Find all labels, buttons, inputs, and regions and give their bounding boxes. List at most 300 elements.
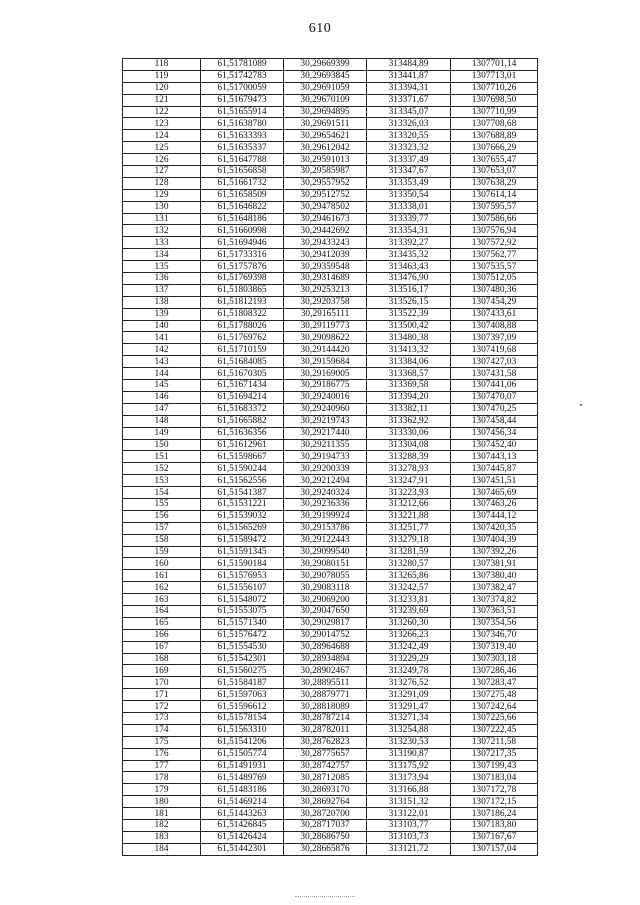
longitude-cell: 30,29591013 — [284, 154, 367, 166]
longitude-cell: 30,29078055 — [284, 570, 367, 582]
y-coordinate-cell: 1307374,82 — [451, 594, 538, 606]
x-coordinate-cell: 313337,49 — [367, 154, 451, 166]
x-coordinate-cell: 313484,89 — [367, 59, 451, 71]
x-coordinate-cell: 313265,86 — [367, 570, 451, 582]
point-number-cell: 152 — [123, 463, 201, 475]
longitude-cell: 30,28665876 — [284, 843, 367, 855]
x-coordinate-cell: 313288,39 — [367, 451, 451, 463]
latitude-cell: 61,51554530 — [201, 641, 284, 653]
x-coordinate-cell: 313175,92 — [367, 760, 451, 772]
x-coordinate-cell: 313441,87 — [367, 70, 451, 82]
point-number-cell: 120 — [123, 82, 201, 94]
y-coordinate-cell: 1307431,58 — [451, 368, 538, 380]
point-number-cell: 139 — [123, 308, 201, 320]
x-coordinate-cell: 313384,06 — [367, 356, 451, 368]
longitude-cell: 30,29098622 — [284, 332, 367, 344]
y-coordinate-cell: 1307186,24 — [451, 808, 538, 820]
table-row — [123, 522, 538, 534]
y-coordinate-cell: 1307157,04 — [451, 843, 538, 855]
point-number-cell: 157 — [123, 522, 201, 534]
x-coordinate-cell: 313463,43 — [367, 261, 451, 273]
table-row — [123, 772, 538, 784]
longitude-cell: 30,29211355 — [284, 439, 367, 451]
latitude-cell: 61,51633393 — [201, 130, 284, 142]
x-coordinate-cell: 313526,15 — [367, 296, 451, 308]
x-coordinate-cell: 313371,67 — [367, 94, 451, 106]
table-row — [123, 653, 538, 665]
latitude-cell: 61,51812193 — [201, 296, 284, 308]
point-number-cell: 171 — [123, 689, 201, 701]
longitude-cell: 30,28879771 — [284, 689, 367, 701]
longitude-cell: 30,29240960 — [284, 403, 367, 415]
table-row — [123, 701, 538, 713]
y-coordinate-cell: 1307319,40 — [451, 641, 538, 653]
latitude-cell: 61,51563310 — [201, 724, 284, 736]
table-row — [123, 261, 538, 273]
longitude-cell: 30,28782011 — [284, 724, 367, 736]
x-coordinate-cell: 313166,88 — [367, 784, 451, 796]
latitude-cell: 61,51597063 — [201, 689, 284, 701]
x-coordinate-cell: 313368,57 — [367, 368, 451, 380]
y-coordinate-cell: 1307655,47 — [451, 154, 538, 166]
y-coordinate-cell: 1307404,39 — [451, 534, 538, 546]
x-coordinate-cell: 313242,49 — [367, 641, 451, 653]
y-coordinate-cell: 1307445,87 — [451, 463, 538, 475]
longitude-cell: 30,28712085 — [284, 772, 367, 784]
latitude-cell: 61,51556107 — [201, 582, 284, 594]
y-coordinate-cell: 1307638,29 — [451, 177, 538, 189]
longitude-cell: 30,29691511 — [284, 118, 367, 130]
table-row — [123, 534, 538, 546]
table-row — [123, 308, 538, 320]
longitude-cell: 30,29585987 — [284, 166, 367, 178]
x-coordinate-cell: 313338,01 — [367, 201, 451, 213]
latitude-cell: 61,51665882 — [201, 415, 284, 427]
y-coordinate-cell: 1307698,50 — [451, 94, 538, 106]
latitude-cell: 61,51483186 — [201, 784, 284, 796]
longitude-cell: 30,29253213 — [284, 284, 367, 296]
table-row — [123, 225, 538, 237]
x-coordinate-cell: 313279,18 — [367, 534, 451, 546]
y-coordinate-cell: 1307458,44 — [451, 415, 538, 427]
point-number-cell: 169 — [123, 665, 201, 677]
latitude-cell: 61,51700059 — [201, 82, 284, 94]
x-coordinate-cell: 313354,31 — [367, 225, 451, 237]
y-coordinate-cell: 1307443,13 — [451, 451, 538, 463]
longitude-cell: 30,29194733 — [284, 451, 367, 463]
latitude-cell: 61,51560275 — [201, 665, 284, 677]
longitude-cell: 30,28787214 — [284, 712, 367, 724]
scan-speck — [580, 404, 582, 406]
point-number-cell: 167 — [123, 641, 201, 653]
table-row — [123, 415, 538, 427]
latitude-cell: 61,51489769 — [201, 772, 284, 784]
y-coordinate-cell: 1307576,94 — [451, 225, 538, 237]
x-coordinate-cell: 313276,52 — [367, 677, 451, 689]
table-row — [123, 70, 538, 82]
latitude-cell: 61,51562556 — [201, 475, 284, 487]
latitude-cell: 61,51683372 — [201, 403, 284, 415]
table-row — [123, 154, 538, 166]
longitude-cell: 30,28775657 — [284, 748, 367, 760]
point-number-cell: 179 — [123, 784, 201, 796]
point-number-cell: 129 — [123, 189, 201, 201]
longitude-cell: 30,29200339 — [284, 463, 367, 475]
y-coordinate-cell: 1307470,07 — [451, 391, 538, 403]
point-number-cell: 145 — [123, 380, 201, 392]
page-number: 610 — [308, 21, 332, 36]
longitude-cell: 30,29119773 — [284, 320, 367, 332]
table-row — [123, 487, 538, 499]
table-row — [123, 831, 538, 843]
latitude-cell: 61,51541206 — [201, 736, 284, 748]
longitude-cell: 30,29359548 — [284, 261, 367, 273]
table-row — [123, 142, 538, 154]
x-coordinate-cell: 313353,49 — [367, 177, 451, 189]
latitude-cell: 61,51442301 — [201, 843, 284, 855]
y-coordinate-cell: 1307701,14 — [451, 59, 538, 71]
y-coordinate-cell: 1307595,57 — [451, 201, 538, 213]
latitude-cell: 61,51769762 — [201, 332, 284, 344]
latitude-cell: 61,51636356 — [201, 427, 284, 439]
latitude-cell: 61,51589472 — [201, 534, 284, 546]
x-coordinate-cell: 313190,87 — [367, 748, 451, 760]
table-row — [123, 510, 538, 522]
point-number-cell: 170 — [123, 677, 201, 689]
point-number-cell: 118 — [123, 59, 201, 71]
point-number-cell: 121 — [123, 94, 201, 106]
table-row — [123, 59, 538, 71]
y-coordinate-cell: 1307454,29 — [451, 296, 538, 308]
latitude-cell: 61,51548072 — [201, 594, 284, 606]
table-row — [123, 320, 538, 332]
table-row — [123, 118, 538, 130]
point-number-cell: 160 — [123, 558, 201, 570]
latitude-cell: 61,51541387 — [201, 487, 284, 499]
y-coordinate-cell: 1307380,40 — [451, 570, 538, 582]
table-row — [123, 582, 538, 594]
point-number-cell: 146 — [123, 391, 201, 403]
point-number-cell: 161 — [123, 570, 201, 582]
point-number-cell: 156 — [123, 510, 201, 522]
table-row — [123, 617, 538, 629]
point-number-cell: 180 — [123, 796, 201, 808]
latitude-cell: 61,51531221 — [201, 498, 284, 510]
longitude-cell: 30,29014752 — [284, 629, 367, 641]
y-coordinate-cell: 1307172,78 — [451, 784, 538, 796]
latitude-cell: 61,51635337 — [201, 142, 284, 154]
table-row — [123, 332, 538, 344]
point-number-cell: 151 — [123, 451, 201, 463]
latitude-cell: 61,51638780 — [201, 118, 284, 130]
x-coordinate-cell: 313347,67 — [367, 166, 451, 178]
longitude-cell: 30,29219743 — [284, 415, 367, 427]
longitude-cell: 30,29122443 — [284, 534, 367, 546]
longitude-cell: 30,29029817 — [284, 617, 367, 629]
longitude-cell: 30,29669399 — [284, 59, 367, 71]
point-number-cell: 154 — [123, 487, 201, 499]
y-coordinate-cell: 1307420,35 — [451, 522, 538, 534]
x-coordinate-cell: 313251,77 — [367, 522, 451, 534]
latitude-cell: 61,51733316 — [201, 249, 284, 261]
table-row — [123, 808, 538, 820]
x-coordinate-cell: 313223,93 — [367, 487, 451, 499]
point-number-cell: 126 — [123, 154, 201, 166]
longitude-cell: 30,29144420 — [284, 344, 367, 356]
x-coordinate-cell: 313304,08 — [367, 439, 451, 451]
y-coordinate-cell: 1307225,66 — [451, 712, 538, 724]
y-coordinate-cell: 1307275,48 — [451, 689, 538, 701]
point-number-cell: 176 — [123, 748, 201, 760]
footer-scan-artifact — [295, 896, 355, 899]
table-row — [123, 403, 538, 415]
x-coordinate-cell: 313326,03 — [367, 118, 451, 130]
point-number-cell: 164 — [123, 605, 201, 617]
latitude-cell: 61,51426424 — [201, 831, 284, 843]
x-coordinate-cell: 313281,59 — [367, 546, 451, 558]
latitude-cell: 61,51679473 — [201, 94, 284, 106]
latitude-cell: 61,51426845 — [201, 820, 284, 832]
x-coordinate-cell: 313122,01 — [367, 808, 451, 820]
point-number-cell: 128 — [123, 177, 201, 189]
point-number-cell: 134 — [123, 249, 201, 261]
longitude-cell: 30,29240016 — [284, 391, 367, 403]
y-coordinate-cell: 1307222,45 — [451, 724, 538, 736]
x-coordinate-cell: 313476,90 — [367, 273, 451, 285]
y-coordinate-cell: 1307433,61 — [451, 308, 538, 320]
longitude-cell: 30,29240324 — [284, 487, 367, 499]
y-coordinate-cell: 1307346,70 — [451, 629, 538, 641]
x-coordinate-cell: 313382,11 — [367, 403, 451, 415]
longitude-cell: 30,28895511 — [284, 677, 367, 689]
longitude-cell: 30,29212494 — [284, 475, 367, 487]
x-coordinate-cell: 313103,73 — [367, 831, 451, 843]
table-row — [123, 284, 538, 296]
point-number-cell: 149 — [123, 427, 201, 439]
point-number-cell: 173 — [123, 712, 201, 724]
point-number-cell: 165 — [123, 617, 201, 629]
point-number-cell: 122 — [123, 106, 201, 118]
table-row — [123, 94, 538, 106]
longitude-cell: 30,28717037 — [284, 820, 367, 832]
y-coordinate-cell: 1307653,07 — [451, 166, 538, 178]
latitude-cell: 61,51670305 — [201, 368, 284, 380]
latitude-cell: 61,51584187 — [201, 677, 284, 689]
table-row — [123, 451, 538, 463]
longitude-cell: 30,28692764 — [284, 796, 367, 808]
y-coordinate-cell: 1307303,18 — [451, 653, 538, 665]
table-row — [123, 594, 538, 606]
x-coordinate-cell: 313394,31 — [367, 82, 451, 94]
y-coordinate-cell: 1307614,14 — [451, 189, 538, 201]
point-number-cell: 130 — [123, 201, 201, 213]
point-number-cell: 125 — [123, 142, 201, 154]
longitude-cell: 30,29236336 — [284, 498, 367, 510]
point-number-cell: 150 — [123, 439, 201, 451]
longitude-cell: 30,29203758 — [284, 296, 367, 308]
latitude-cell: 61,51591345 — [201, 546, 284, 558]
y-coordinate-cell: 1307512,05 — [451, 273, 538, 285]
longitude-cell: 30,29186775 — [284, 380, 367, 392]
latitude-cell: 61,51769398 — [201, 273, 284, 285]
table-row — [123, 166, 538, 178]
longitude-cell: 30,29099540 — [284, 546, 367, 558]
point-number-cell: 168 — [123, 653, 201, 665]
y-coordinate-cell: 1307199,43 — [451, 760, 538, 772]
longitude-cell: 30,28742757 — [284, 760, 367, 772]
latitude-cell: 61,51803865 — [201, 284, 284, 296]
longitude-cell: 30,29412039 — [284, 249, 367, 261]
x-coordinate-cell: 313435,32 — [367, 249, 451, 261]
x-coordinate-cell: 313239,69 — [367, 605, 451, 617]
point-number-cell: 184 — [123, 843, 201, 855]
y-coordinate-cell: 1307480,36 — [451, 284, 538, 296]
table-row — [123, 665, 538, 677]
longitude-cell: 30,29557952 — [284, 177, 367, 189]
latitude-cell: 61,51491931 — [201, 760, 284, 772]
point-number-cell: 177 — [123, 760, 201, 772]
longitude-cell: 30,28964688 — [284, 641, 367, 653]
y-coordinate-cell: 1307392,26 — [451, 546, 538, 558]
table-row — [123, 177, 538, 189]
longitude-cell: 30,29153786 — [284, 522, 367, 534]
table-row — [123, 820, 538, 832]
x-coordinate-cell: 313230,53 — [367, 736, 451, 748]
x-coordinate-cell: 313271,34 — [367, 712, 451, 724]
latitude-cell: 61,51781089 — [201, 59, 284, 71]
x-coordinate-cell: 313280,57 — [367, 558, 451, 570]
point-number-cell: 133 — [123, 237, 201, 249]
x-coordinate-cell: 313278,93 — [367, 463, 451, 475]
y-coordinate-cell: 1307688,89 — [451, 130, 538, 142]
y-coordinate-cell: 1307713,01 — [451, 70, 538, 82]
point-number-cell: 141 — [123, 332, 201, 344]
longitude-cell: 30,29159684 — [284, 356, 367, 368]
x-coordinate-cell: 313480,38 — [367, 332, 451, 344]
table-row — [123, 344, 538, 356]
longitude-cell: 30,29654621 — [284, 130, 367, 142]
x-coordinate-cell: 313320,55 — [367, 130, 451, 142]
latitude-cell: 61,51648186 — [201, 213, 284, 225]
longitude-cell: 30,28902467 — [284, 665, 367, 677]
latitude-cell: 61,51590184 — [201, 558, 284, 570]
table-row — [123, 736, 538, 748]
table-row — [123, 356, 538, 368]
x-coordinate-cell: 313392,27 — [367, 237, 451, 249]
longitude-cell: 30,29047650 — [284, 605, 367, 617]
x-coordinate-cell: 313413,32 — [367, 344, 451, 356]
latitude-cell: 61,51694946 — [201, 237, 284, 249]
y-coordinate-cell: 1307710,26 — [451, 82, 538, 94]
latitude-cell: 61,51671434 — [201, 380, 284, 392]
table-row — [123, 558, 538, 570]
y-coordinate-cell: 1307452,40 — [451, 439, 538, 451]
longitude-cell: 30,29433243 — [284, 237, 367, 249]
longitude-cell: 30,28686750 — [284, 831, 367, 843]
latitude-cell: 61,51647788 — [201, 154, 284, 166]
y-coordinate-cell: 1307470,25 — [451, 403, 538, 415]
x-coordinate-cell: 313103,77 — [367, 820, 451, 832]
point-number-cell: 140 — [123, 320, 201, 332]
y-coordinate-cell: 1307382,47 — [451, 582, 538, 594]
point-number-cell: 158 — [123, 534, 201, 546]
y-coordinate-cell: 1307211,58 — [451, 736, 538, 748]
point-number-cell: 175 — [123, 736, 201, 748]
x-coordinate-cell: 313362,92 — [367, 415, 451, 427]
x-coordinate-cell: 313151,32 — [367, 796, 451, 808]
y-coordinate-cell: 1307381,91 — [451, 558, 538, 570]
x-coordinate-cell: 313247,91 — [367, 475, 451, 487]
longitude-cell: 30,29169005 — [284, 368, 367, 380]
table-row — [123, 784, 538, 796]
table-row — [123, 82, 538, 94]
x-coordinate-cell: 313330,06 — [367, 427, 451, 439]
longitude-cell: 30,29199924 — [284, 510, 367, 522]
longitude-cell: 30,28720700 — [284, 808, 367, 820]
table-row — [123, 273, 538, 285]
latitude-cell: 61,51505774 — [201, 748, 284, 760]
longitude-cell: 30,29670109 — [284, 94, 367, 106]
point-number-cell: 135 — [123, 261, 201, 273]
longitude-cell: 30,29512752 — [284, 189, 367, 201]
table-row — [123, 677, 538, 689]
x-coordinate-cell: 313242,57 — [367, 582, 451, 594]
table-row — [123, 189, 538, 201]
x-coordinate-cell: 313260,30 — [367, 617, 451, 629]
latitude-cell: 61,51646822 — [201, 201, 284, 213]
y-coordinate-cell: 1307419,68 — [451, 344, 538, 356]
y-coordinate-cell: 1307535,57 — [451, 261, 538, 273]
y-coordinate-cell: 1307451,51 — [451, 475, 538, 487]
table-row — [123, 712, 538, 724]
table-row — [123, 760, 538, 772]
y-coordinate-cell: 1307572,92 — [451, 237, 538, 249]
longitude-cell: 30,28693170 — [284, 784, 367, 796]
coordinates-table — [122, 58, 538, 856]
y-coordinate-cell: 1307183,04 — [451, 772, 538, 784]
table-row — [123, 439, 538, 451]
y-coordinate-cell: 1307465,69 — [451, 487, 538, 499]
y-coordinate-cell: 1307363,51 — [451, 605, 538, 617]
coordinates-table-body — [123, 59, 538, 856]
y-coordinate-cell: 1307444,12 — [451, 510, 538, 522]
table-row — [123, 106, 538, 118]
latitude-cell: 61,51578154 — [201, 712, 284, 724]
x-coordinate-cell: 313212,66 — [367, 498, 451, 510]
point-number-cell: 162 — [123, 582, 201, 594]
point-number-cell: 174 — [123, 724, 201, 736]
longitude-cell: 30,29612042 — [284, 142, 367, 154]
point-number-cell: 138 — [123, 296, 201, 308]
x-coordinate-cell: 313291,09 — [367, 689, 451, 701]
point-number-cell: 163 — [123, 594, 201, 606]
point-number-cell: 143 — [123, 356, 201, 368]
table-row — [123, 570, 538, 582]
y-coordinate-cell: 1307172,15 — [451, 796, 538, 808]
x-coordinate-cell: 313221,88 — [367, 510, 451, 522]
x-coordinate-cell: 313291,47 — [367, 701, 451, 713]
table-row — [123, 463, 538, 475]
y-coordinate-cell: 1307666,29 — [451, 142, 538, 154]
longitude-cell: 30,28934894 — [284, 653, 367, 665]
y-coordinate-cell: 1307397,09 — [451, 332, 538, 344]
point-number-cell: 127 — [123, 166, 201, 178]
y-coordinate-cell: 1307708,68 — [451, 118, 538, 130]
table-row — [123, 843, 538, 855]
longitude-cell: 30,29080151 — [284, 558, 367, 570]
point-number-cell: 166 — [123, 629, 201, 641]
longitude-cell: 30,29069200 — [284, 594, 367, 606]
